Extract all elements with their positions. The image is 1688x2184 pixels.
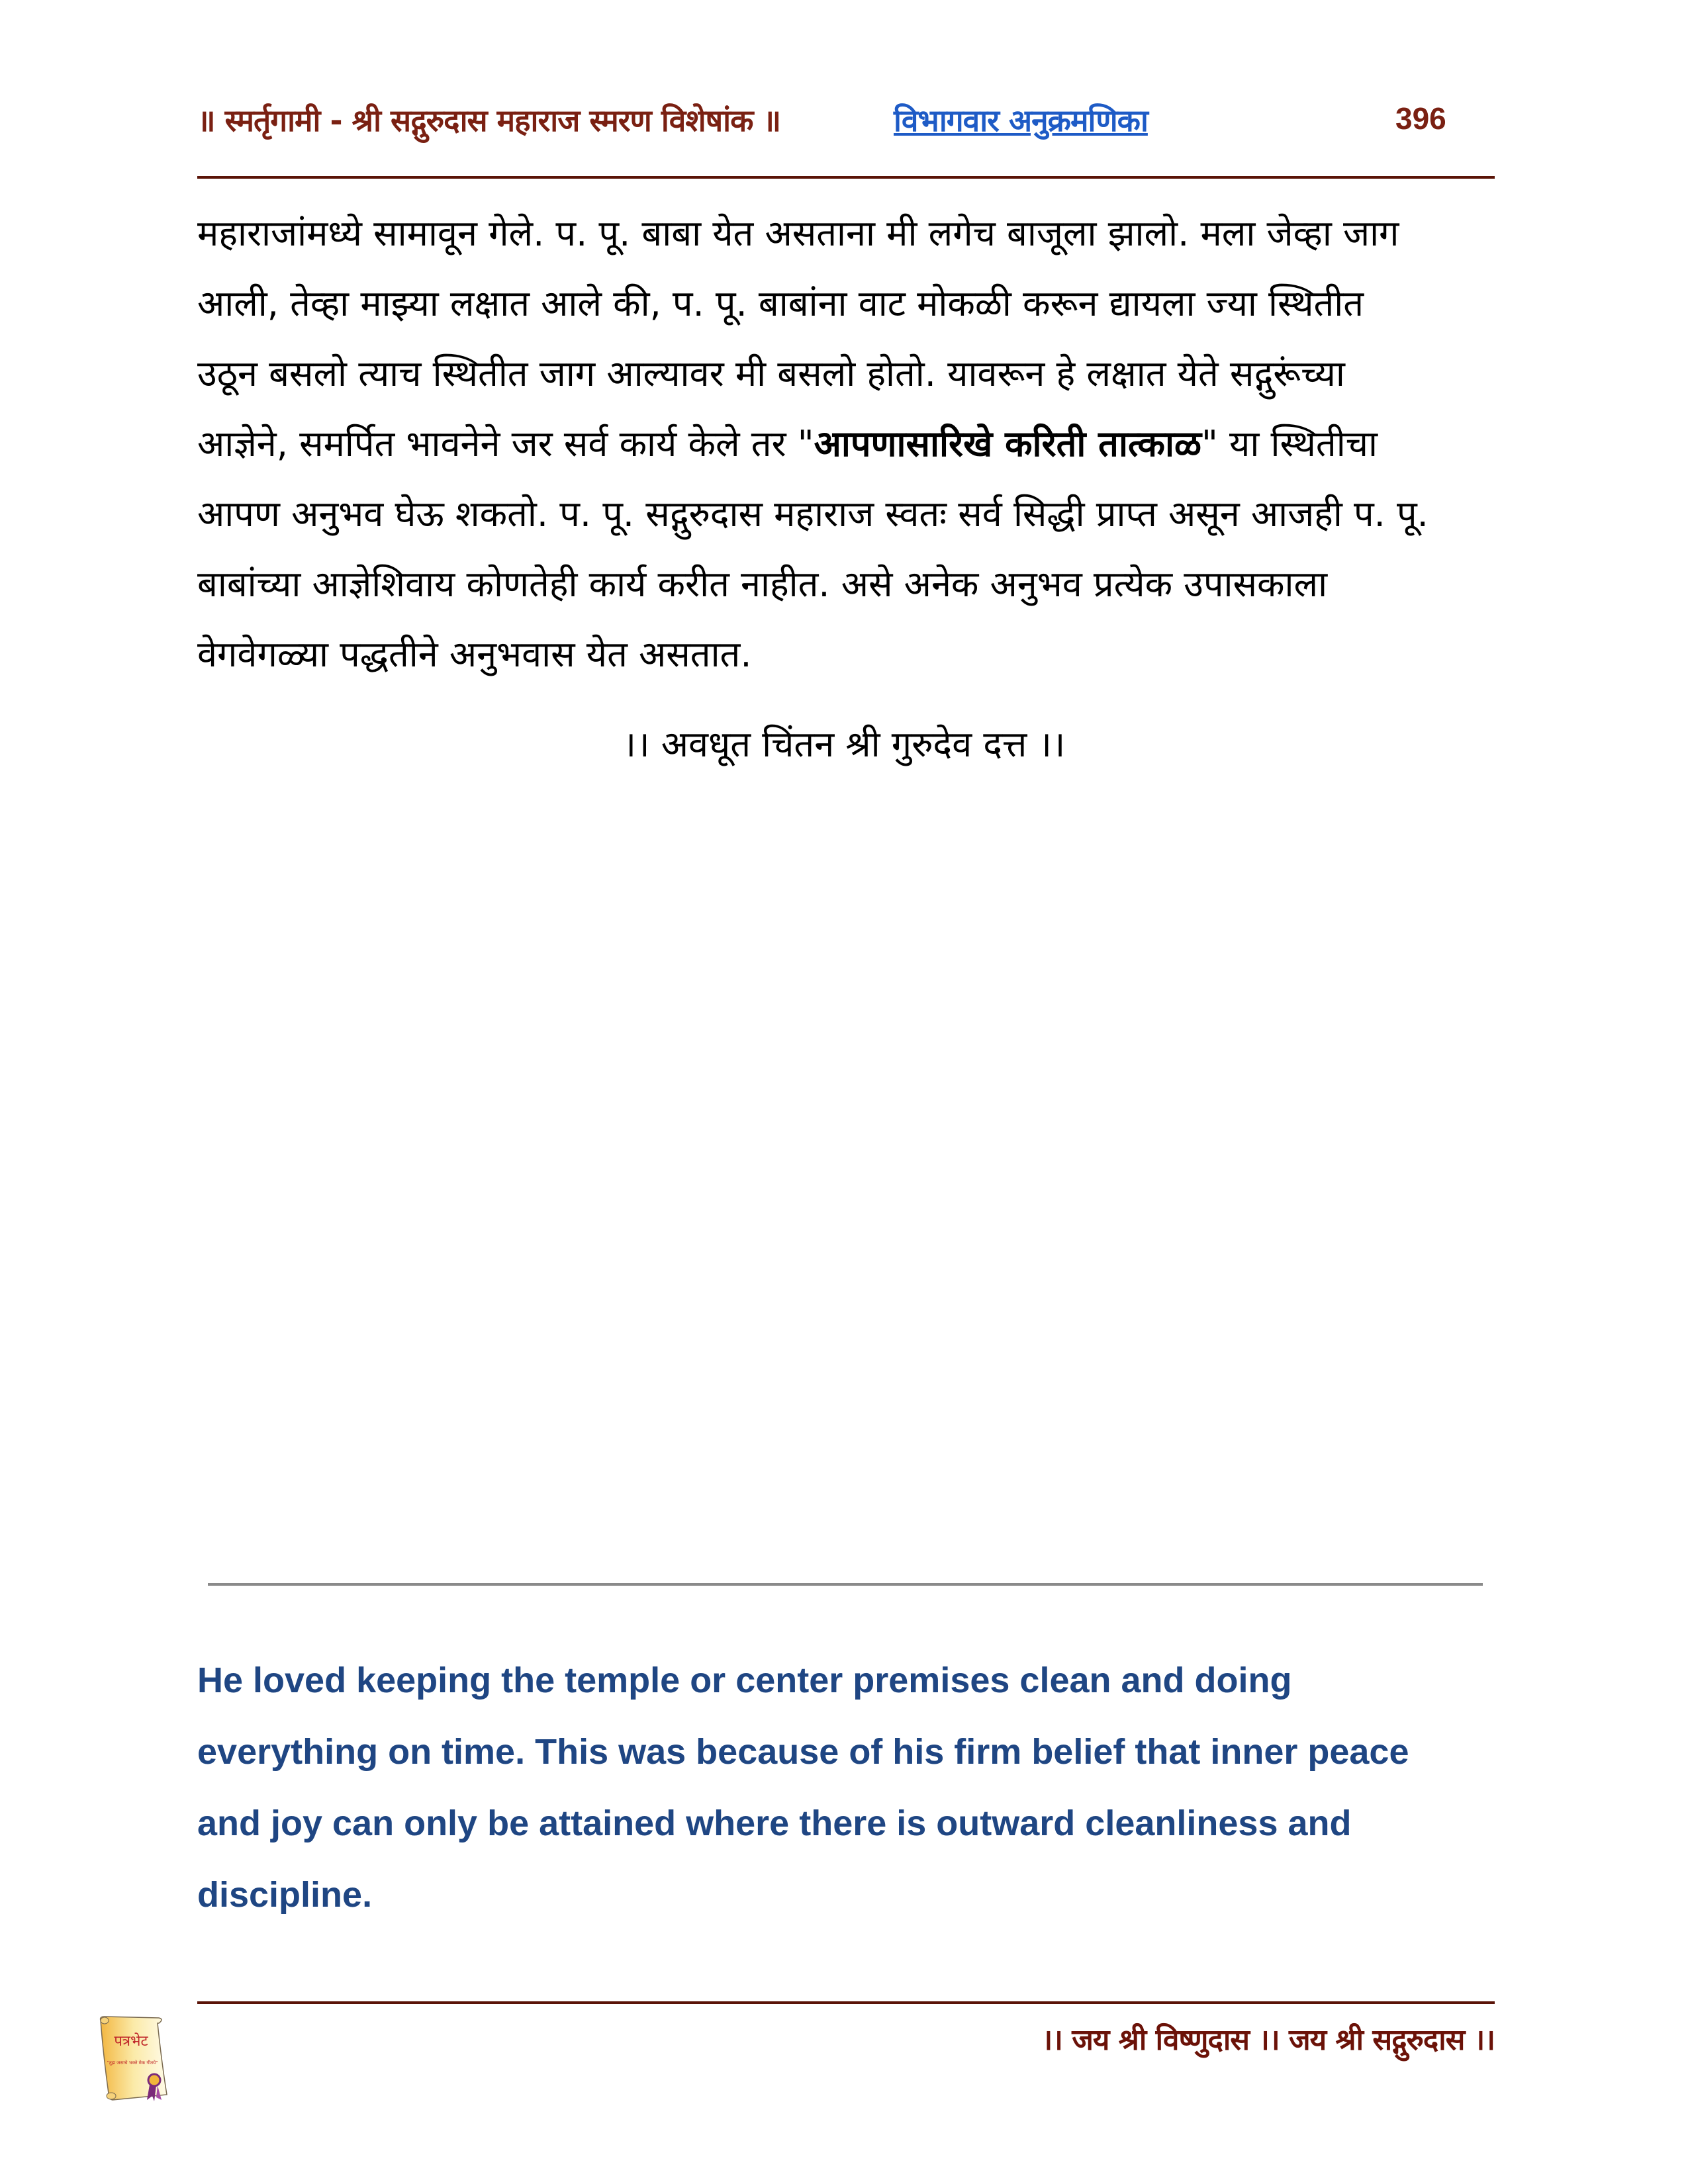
paragraph-line: बाबांच्या आज्ञेशिवाय कोणतेही कार्य करीत नाहीत. असे अनेक अनुभव प्रत्येक उपासकाला: [197, 563, 1328, 605]
paragraph-line: वेगवेगळ्या पद्धतीने अनुभवास येत असतात.: [197, 633, 752, 675]
summary-line: discipline.: [197, 1875, 373, 1915]
quote-bold: आपणासारिखे करिती तात्काळ: [814, 423, 1202, 465]
marathi-paragraph: [197, 199, 1495, 690]
quote-prefix: आज्ञेने, समर्पित भावनेने जर सर्व कार्य केले तर ": [197, 423, 814, 465]
header-divider: [197, 176, 1495, 179]
svg-text:"तुझ जसाचे भक्ते मेक गीतये": "तुझ जसाचे भक्ते मेक गीतये": [107, 2060, 158, 2066]
scroll-icon: [93, 2015, 172, 2105]
issue-title: ॥ स्मर्तृगामी - श्री सद्गुरुदास महाराज स्मरण विशेषांक ॥: [197, 103, 780, 138]
summary-line: He loved keeping the temple or center premises clean and doing: [197, 1661, 1292, 1700]
footer-salutation: ।। जय श्री विष्णुदास ।। जय श्री सद्गुरुदास ।।: [1041, 2023, 1495, 2057]
quote-suffix: " या स्थितीचा: [1201, 423, 1378, 465]
paragraph-line-quote: [197, 409, 1495, 479]
summary-line: everything on time. This was because of his firm belief that inner peace: [197, 1732, 1409, 1772]
section-divider: [208, 1583, 1483, 1586]
paragraph-line: आपण अनुभव घेऊ शकतो. प. पू. सद्गुरुदास महाराज स्वतः सर्व सिद्धी प्राप्त असून आजही प. पू.: [197, 493, 1429, 535]
page-number: 396: [1395, 101, 1446, 136]
invocation-line: ।। अवधूत चिंतन श्री गुरुदेव दत्त ।।: [622, 723, 1066, 765]
svg-text:पत्रभेट: पत्रभेट: [114, 2033, 148, 2050]
paragraph-line: उठून बसलो त्याच स्थितीत जाग आल्यावर मी बसलो होतो. यावरून हे लक्षात येते सद्गुरूंच्या: [197, 353, 1345, 394]
paragraph-line: आली, तेव्हा माझ्या लक्षात आले की, प. पू. बाबांना वाट मोकळी करून द्यायला ज्या स्थितीत: [197, 283, 1364, 324]
section-index-link[interactable]: विभागवार अनुक्रमणिका: [894, 103, 1148, 138]
summary-line: and joy can only be attained where there is outward cleanliness and: [197, 1803, 1352, 1843]
patrabhet-scroll-logo[interactable]: [93, 2015, 172, 2105]
footer-divider: [197, 2001, 1495, 2004]
english-summary: [197, 1645, 1495, 1931]
paragraph-line: महाराजांमध्ये सामावून गेले. प. पू. बाबा येत असताना मी लगेच बाजूला झालो. मला जेव्हा जाग: [197, 212, 1399, 254]
